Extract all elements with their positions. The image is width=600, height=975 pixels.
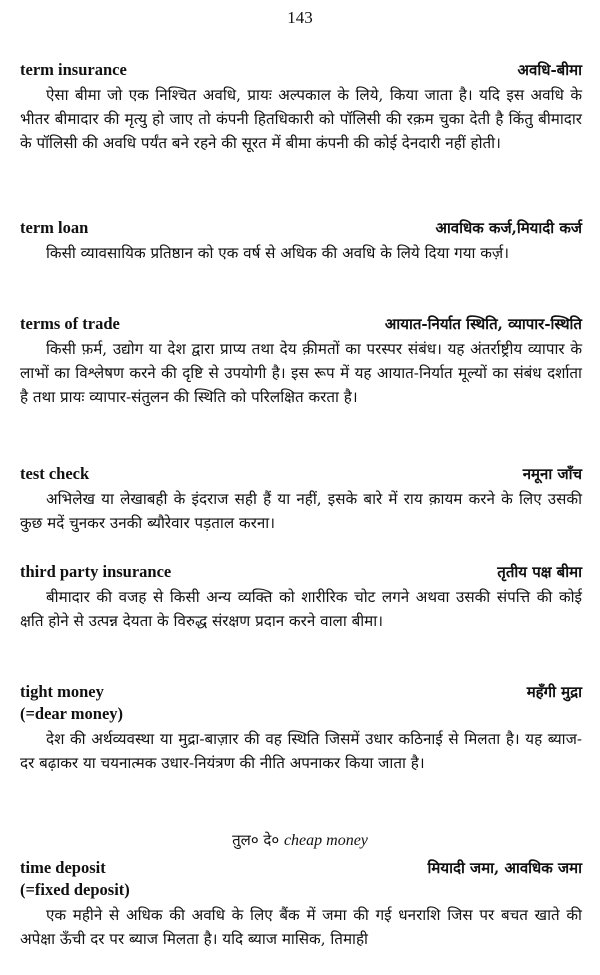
hindi-equivalent: आयात-निर्यात स्थिति, व्यापार-स्थिति — [384, 315, 582, 333]
entry-tight-money — [20, 682, 582, 775]
synonym: (=dear money) — [20, 704, 124, 723]
hindi-equivalent: तृतीय पक्ष बीमा — [497, 563, 582, 581]
english-term: test check — [20, 464, 90, 483]
entry-heading — [20, 858, 582, 878]
cross-reference — [0, 830, 600, 850]
definition: अभिलेख या लेखाबही के इंदराज सही हैं या नहीं, इसके बारे में राय क़ायम करने के लिए उसकी कुछ मदें चुनकर उनकी ब्यौरेवार पड़ताल करना। — [20, 490, 582, 532]
synonym: (=fixed deposit) — [20, 880, 130, 899]
entry-heading — [20, 60, 582, 80]
hindi-equivalent: महँगी मुद्रा — [526, 683, 582, 701]
english-term: tight money — [20, 682, 104, 701]
hindi-equivalent: अवधि-बीमा — [517, 61, 582, 79]
entry-heading — [20, 314, 582, 334]
entry-test-check — [20, 464, 582, 535]
definition: किसी व्यावसायिक प्रतिष्ठान को एक वर्ष से अधिक की अवधि के लिये दिया गया कर्ज़। — [46, 244, 509, 262]
entry-heading — [20, 562, 582, 582]
definition: किसी फ़र्म, उद्योग या देश द्वारा प्राप्य तथा देय क़ीमतों का परस्पर संबंध। यह अंतर्राष्ट्रीय व्यापार के लाभों का विश्लेषण करने की दृष्टि से उपयोगी है। इस रूप में यह आयात-निर्यात मूल्यों का संबंध दर्शाता है तथा प्रायः व्यापार-संतुलन की स्थिति को परिलक्षित करता है। — [20, 340, 582, 406]
entry-heading — [20, 218, 582, 238]
hindi-equivalent: आवधिक कर्ज,मियादी कर्ज — [435, 219, 582, 237]
hindi-equivalent: नमूना जाँच — [522, 465, 582, 483]
entry-term-insurance — [20, 60, 582, 155]
crossref-prefix: तुल० दे० — [232, 831, 280, 849]
entry-heading — [20, 464, 582, 484]
english-term: third party insurance — [20, 562, 172, 581]
english-term: term loan — [20, 218, 89, 237]
crossref-term: cheap money — [283, 832, 368, 849]
entry-term-loan — [20, 218, 582, 265]
definition: बीमादार की वजह से किसी अन्य व्यक्ति को शारीरिक चोट लगने अथवा उसकी संपत्ति की कोई क्षति होने से उत्पन्न देयता के विरुद्ध संरक्षण प्रदान करने वाला बीमा। — [20, 588, 582, 630]
entry-third-party-insurance — [20, 562, 582, 633]
entry-time-deposit — [20, 858, 582, 951]
english-term: term insurance — [20, 60, 127, 79]
definition: एक महीने से अधिक की अवधि के लिए बैंक में जमा की गई धनराशि जिस पर बचत खाते की अपेक्षा ऊँची दर पर ब्याज मिलता है। यदि ब्याज मासिक, तिमाही — [20, 906, 582, 948]
definition: देश की अर्थव्यवस्था या मुद्रा-बाज़ार की वह स्थिति जिसमें उधार कठिनाई से मिलता है। यह ब्याज-दर बढ़ाकर या चयनात्मक उधार-नियंत्रण की नीति अपनाकर किया जाता है। — [20, 730, 582, 772]
definition: ऐसा बीमा जो एक निश्चित अवधि, प्रायः अल्पकाल के लिये, किया जाता है। यदि इस अवधि के भीतर बीमादार की मृत्यु हो जाए तो कंपनी हितधिकारी को पॉलिसी की रक़म चुका देती है किंतु बीमादार के पॉलिसी की अवधि पर्यंत बने रहने की सूरत में बीमा कंपनी की कोई देनदारी नहीं होती। — [20, 86, 582, 152]
entry-terms-of-trade — [20, 314, 582, 409]
entry-heading — [20, 682, 582, 702]
english-term: terms of trade — [20, 314, 120, 333]
english-term: time deposit — [20, 858, 106, 877]
hindi-equivalent: मियादी जमा, आवधिक जमा — [427, 859, 582, 877]
page-number: 143 — [287, 8, 313, 27]
